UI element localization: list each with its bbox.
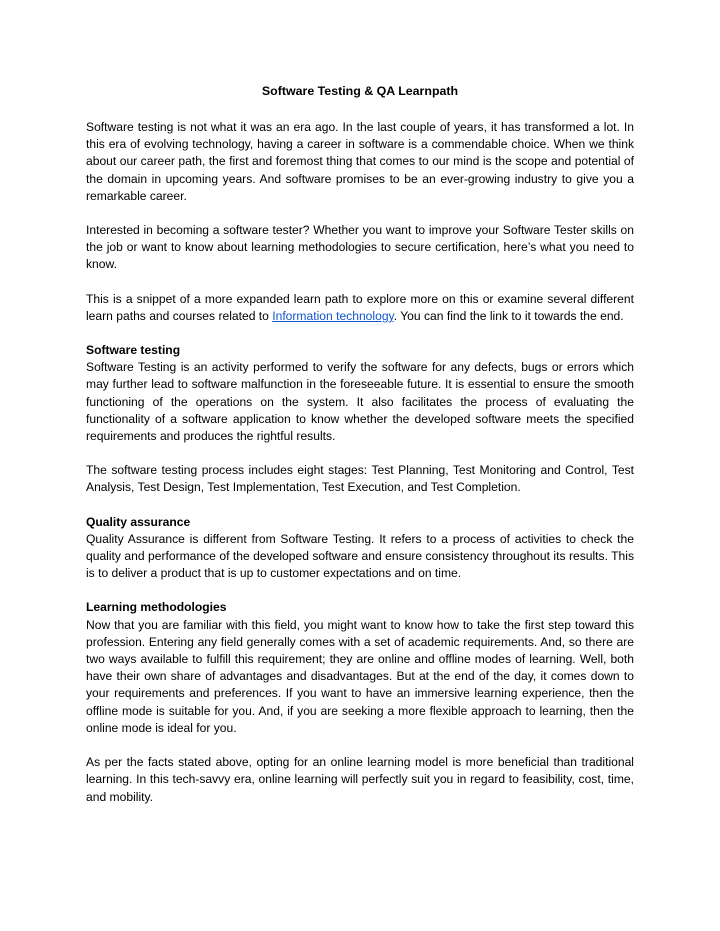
intro-paragraph-2: Interested in becoming a software tester? Whether you want to improve your Software Tester skills on the job or want to know about learning methodologies to secure certification, here’s what you need to know. xyxy=(86,223,634,272)
software-testing-paragraph-1: Software Testing is an activity performed to verify the software for any defects, bugs or errors which may further lead to software malfunction in the foreseeable future. It is essential to ensure the smooth functioning of the operations on the system. It also facilitates the process of evaluating the functionality of a software application to know whether the developed software meets the specified requirements and produces the rightful results. xyxy=(86,360,634,444)
intro-paragraph-3-text-after: . You can find the link to it towards the end. xyxy=(393,308,624,323)
intro-paragraph-3 xyxy=(86,291,634,325)
learning-methodologies-paragraph-2: As per the facts stated above, opting for an online learning model is more beneficial than traditional learning. In this tech-savvy era, online learning will perfectly suit you in regard to feasibility, cost, time, and mobility. xyxy=(86,755,634,804)
quality-assurance-heading: Quality assurance xyxy=(86,514,191,529)
quality-assurance-paragraph: Quality Assurance is different from Software Testing. It refers to a process of activities to check the quality and performance of the developed software and ensure consistency throughout its results. This is to deliver a product that is up to customer expectations and on time. xyxy=(86,531,634,581)
intro-paragraph-1: Software testing is not what it was an era ago. In the last couple of years, it has transformed a lot. In this era of evolving technology, having a career in software is a commendable choice. When we think about our career path, the first and foremost thing that comes to our mind is the scope and potential of the domain in upcoming years. And software promises to be an ever-growing industry to give you a remarkable career. xyxy=(86,120,634,203)
page-title: Software Testing & QA Learnpath xyxy=(261,84,459,98)
software-testing-paragraph-2: The software testing process includes eight stages: Test Planning, Test Monitoring and Control, Test Analysis, Test Design, Test Implementation, Test Execution, and Test Completion. xyxy=(86,463,634,495)
information-technology-link[interactable]: Information technology xyxy=(272,308,394,323)
learning-methodologies-heading: Learning methodologies xyxy=(86,600,227,615)
software-testing-heading: Software testing xyxy=(86,343,181,358)
intro-paragraph-3-text-before: This is a snippet of a more expanded learn path to explore more on this or examine several different learn paths and courses related to xyxy=(86,291,634,323)
learning-methodologies-paragraph-1: Now that you are familiar with this field, you might want to know how to take the first step toward this profession. Entering any field generally comes with a set of academic requirements. And, so there are two ways available to fulfill this requirement; they are online and offline modes of learning. Well, both have their own share of advantages and disadvantages. But at the end of the day, it comes down to your requirements and preferences. If you want to have an immersive learning experience, then the offline mode is suitable for you. And, if you are seeking a more flexible approach to learning, then the online mode is ideal for you. xyxy=(86,617,634,735)
